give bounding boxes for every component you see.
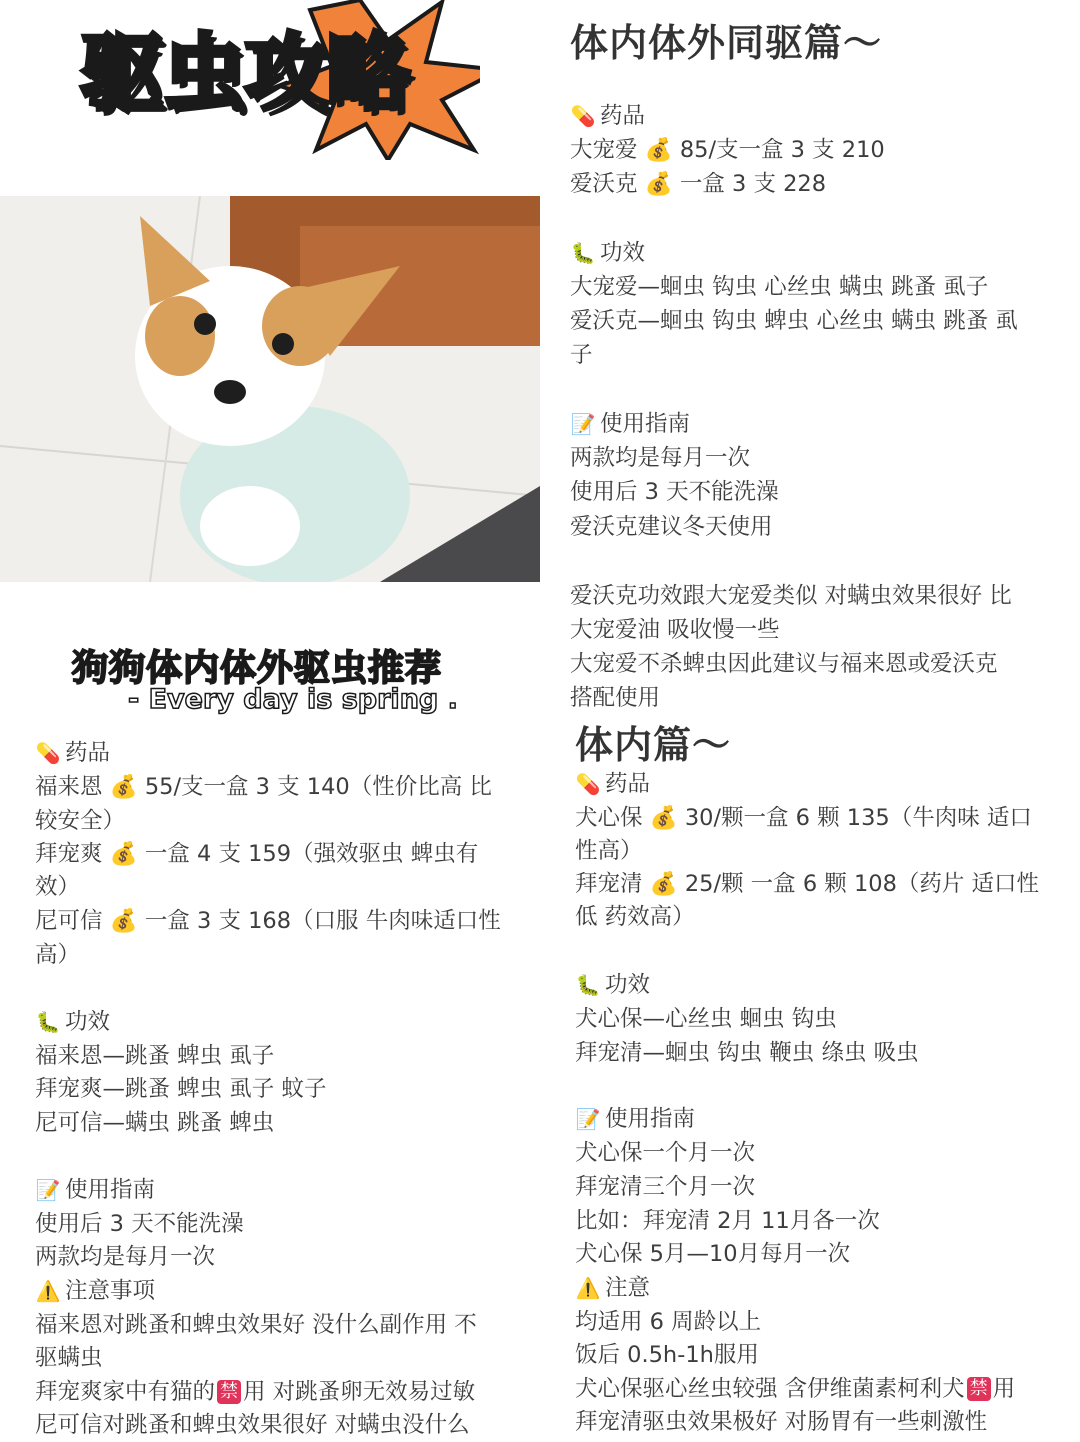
list-item: 驱螨虫	[35, 1345, 103, 1371]
section-heading-internal: 体内篇～	[575, 723, 732, 767]
rb-drugs-heading: 💊 药品	[575, 767, 650, 801]
left-effect-heading: 🐛 功效	[35, 1005, 110, 1039]
list-item: 犬心保 5月—10月每月一次	[575, 1241, 851, 1267]
list-item: 尼可信 💰 一盒 3 支 168（口服 牛肉味适口性	[35, 908, 501, 934]
pill-icon: 💊	[35, 741, 61, 765]
warning-icon: ⚠️	[575, 1276, 601, 1300]
list-item: 拜宠清驱虫效果极好 对肠胃有一些刺激性	[575, 1409, 988, 1435]
title-graphic	[70, 0, 480, 160]
list-item: 大宠爱—蛔虫 钩虫 心丝虫 螨虫 跳蚤 虱子	[570, 274, 989, 300]
list-item: 搭配使用	[570, 685, 661, 711]
list-item: 拜宠爽 💰 一盒 4 支 159（强效驱虫 蜱虫有	[35, 841, 479, 867]
list-item: 犬心保驱心丝虫较强 含伊维菌素柯利犬 禁 用	[575, 1376, 1016, 1402]
list-item: 使用后 3 天不能洗澡	[35, 1211, 244, 1237]
list-item: 比如：拜宠清 2月 11月各一次	[575, 1208, 880, 1234]
memo-icon: 📝	[35, 1178, 61, 1202]
list-item: 饭后 0.5h-1h服用	[575, 1342, 759, 1368]
list-item: 拜宠清—蛔虫 钩虫 鞭虫 绦虫 吸虫	[575, 1040, 919, 1066]
worm-icon: 🐛	[575, 973, 601, 997]
pill-icon: 💊	[575, 772, 601, 796]
list-item: 福来恩 💰 55/支一盒 3 支 140（性价比高 比	[35, 774, 492, 800]
list-item: 子	[570, 342, 593, 368]
list-item: 使用后 3 天不能洗澡	[570, 479, 779, 505]
list-item: 拜宠清三个月一次	[575, 1174, 756, 1200]
worm-icon: 🐛	[35, 1010, 61, 1034]
left-drugs-heading: 💊 药品	[35, 736, 110, 770]
rt-guide-heading: 📝 使用指南	[570, 407, 690, 441]
list-item: 福来恩对跳蚤和蜱虫效果好 没什么副作用 不	[35, 1312, 477, 1338]
list-item: 两款均是每月一次	[570, 445, 751, 471]
list-item: 尼可信对跳蚤和蜱虫效果很好 对螨虫没什么	[35, 1412, 470, 1438]
rb-notes-heading: ⚠️ 注意	[575, 1271, 650, 1305]
list-item: 两款均是每月一次	[35, 1244, 216, 1270]
warning-icon: ⚠️	[35, 1279, 61, 1303]
list-item: 均适用 6 周龄以上	[575, 1309, 762, 1335]
rb-effect-heading: 🐛 功效	[575, 968, 650, 1002]
list-item: 效）	[35, 874, 81, 900]
list-item: 爱沃克—蛔虫 钩虫 蜱虫 心丝虫 螨虫 跳蚤 虱	[570, 308, 1018, 334]
list-item: 拜宠爽家中有猫的 禁 用 对跳蚤卵无效易过敏	[35, 1379, 476, 1405]
worm-icon: 🐛	[570, 241, 596, 265]
list-item: 较安全）	[35, 808, 126, 834]
list-item: 福来恩—跳蚤 蜱虫 虱子	[35, 1043, 275, 1069]
list-item: 犬心保一个月一次	[575, 1140, 756, 1166]
list-item: 犬心保 💰 30/颗一盒 6 颗 135（牛肉味 适口	[575, 805, 1032, 831]
memo-icon: 📝	[575, 1107, 601, 1131]
memo-icon: 📝	[570, 412, 596, 436]
left-notes-heading: ⚠️ 注意事项	[35, 1274, 155, 1308]
list-item: 大宠爱油 吸收慢一些	[570, 617, 780, 643]
list-item: 高）	[35, 942, 81, 968]
list-item: 大宠爱不杀蜱虫因此建议与福来恩或爱沃克	[570, 651, 998, 677]
pill-icon: 💊	[570, 104, 596, 128]
list-item: 爱沃克建议冬天使用	[570, 514, 773, 540]
list-item: 爱沃克 💰 一盒 3 支 228	[570, 171, 827, 197]
list-item: 低 药效高）	[575, 904, 695, 930]
photo-caption: 狗狗体内体外驱虫推荐	[72, 648, 443, 689]
list-item: 拜宠爽—跳蚤 蜱虫 虱子 蚊子	[35, 1076, 327, 1102]
ban-badge: 禁	[217, 1380, 241, 1404]
rb-guide-heading: 📝 使用指南	[575, 1102, 695, 1136]
list-item: 拜宠清 💰 25/颗 一盒 6 颗 108（药片 适口性	[575, 871, 1040, 897]
list-item: 尼可信—螨虫 跳蚤 蜱虫	[35, 1110, 275, 1136]
ban-badge: 禁	[967, 1377, 991, 1401]
list-item: 犬心保—心丝虫 蛔虫 钩虫	[575, 1006, 837, 1032]
section-heading-both: 体内体外同驱篇～	[570, 21, 883, 65]
list-item: 爱沃克功效跟大宠爱类似 对螨虫效果很好 比	[570, 583, 1012, 609]
list-item: 大宠爱 💰 85/支一盒 3 支 210	[570, 137, 885, 163]
photo-subcaption: - Every day is spring .	[128, 684, 458, 715]
list-item: 性高）	[575, 838, 643, 864]
rt-effect-heading: 🐛 功效	[570, 236, 645, 270]
page-title: 驱虫攻略	[80, 24, 409, 122]
rt-drugs-heading: 💊 药品	[570, 99, 645, 133]
dog-photo	[0, 196, 540, 582]
left-guide-heading: 📝 使用指南	[35, 1173, 155, 1207]
